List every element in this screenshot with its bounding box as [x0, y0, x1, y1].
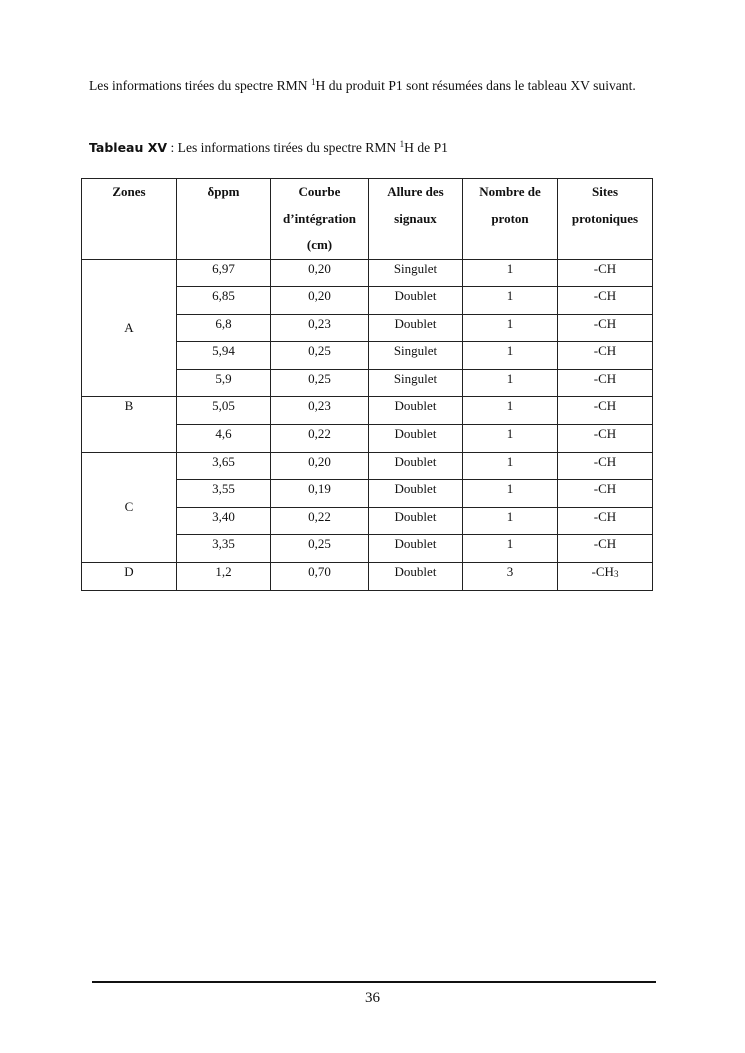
allure-cell: Doublet — [369, 397, 463, 425]
courbe-cell: 0,70 — [271, 563, 369, 591]
dppm-cell: 4,6 — [177, 425, 271, 453]
dppm-cell: 3,55 — [177, 480, 271, 508]
allure-cell: Doublet — [369, 425, 463, 453]
dppm-cell: 3,35 — [177, 535, 271, 563]
zone-cell: A — [82, 259, 177, 397]
table-row — [82, 563, 653, 591]
zone-cell: C — [82, 452, 177, 562]
site-cell: -CH — [558, 314, 653, 342]
site-cell: -CH — [558, 259, 653, 287]
intro-text-2: H du produit P1 sont résumées dans le tableau XV suivant. — [315, 77, 636, 93]
footer-divider — [92, 981, 656, 983]
allure-cell: Doublet — [369, 563, 463, 591]
table-row — [82, 259, 653, 287]
dppm-cell: 3,40 — [177, 507, 271, 535]
courbe-cell: 0,25 — [271, 342, 369, 370]
nombre-cell: 1 — [463, 314, 558, 342]
site-cell: -CH — [558, 452, 653, 480]
nombre-cell: 1 — [463, 452, 558, 480]
courbe-cell: 0,20 — [271, 452, 369, 480]
header-zones: Zones — [82, 179, 177, 260]
allure-cell: Doublet — [369, 535, 463, 563]
nombre-cell: 1 — [463, 369, 558, 397]
dppm-cell: 5,94 — [177, 342, 271, 370]
nmr-data-table — [81, 178, 653, 591]
site-cell: -CH — [558, 425, 653, 453]
table-row — [82, 397, 653, 425]
site-cell: -CH — [558, 369, 653, 397]
courbe-cell: 0,19 — [271, 480, 369, 508]
site-subscript: 3 — [613, 569, 619, 580]
zone-cell: D — [82, 563, 177, 591]
page-number: 36 — [365, 990, 380, 1006]
intro-text-1: Les informations tirées du spectre RMN — [89, 77, 311, 93]
nombre-cell: 1 — [463, 259, 558, 287]
header-dppm: δppm — [177, 179, 271, 260]
dppm-cell: 6,97 — [177, 259, 271, 287]
header-sites: Sites protoniques — [558, 179, 653, 260]
courbe-cell: 0,25 — [271, 369, 369, 397]
allure-cell: Doublet — [369, 480, 463, 508]
allure-cell: Doublet — [369, 287, 463, 315]
site-cell: -CH — [558, 507, 653, 535]
courbe-cell: 0,23 — [271, 314, 369, 342]
courbe-cell: 0,22 — [271, 425, 369, 453]
nombre-cell: 1 — [463, 425, 558, 453]
dppm-cell: 6,8 — [177, 314, 271, 342]
allure-cell: Doublet — [369, 314, 463, 342]
nombre-cell: 1 — [463, 535, 558, 563]
allure-cell: Doublet — [369, 452, 463, 480]
dppm-cell: 5,9 — [177, 369, 271, 397]
allure-cell: Doublet — [369, 507, 463, 535]
courbe-cell: 0,22 — [271, 507, 369, 535]
site-cell: $-CH_3$ — [558, 563, 653, 591]
nombre-cell: 1 — [463, 287, 558, 315]
caption-text-1: : Les informations tirées du spectre RMN — [167, 140, 400, 155]
header-nombre: Nombre de proton — [463, 179, 558, 260]
courbe-cell: 0,23 — [271, 397, 369, 425]
site-cell: -CH — [558, 342, 653, 370]
site-cell: -CH — [558, 397, 653, 425]
dppm-cell: 3,65 — [177, 452, 271, 480]
header-courbe: Courbe d’intégration (cm) — [271, 179, 369, 260]
intro-paragraph — [89, 72, 656, 99]
dppm-cell: 5,05 — [177, 397, 271, 425]
allure-cell: Singulet — [369, 369, 463, 397]
courbe-cell: 0,25 — [271, 535, 369, 563]
header-allure: Allure des signaux — [369, 179, 463, 260]
dppm-cell: 1,2 — [177, 563, 271, 591]
caption-label: Tableau XV — [89, 140, 168, 155]
caption-text-2: H de P1 — [404, 140, 448, 155]
table-row — [82, 452, 653, 480]
table-caption — [89, 138, 448, 158]
nombre-cell: 1 — [463, 480, 558, 508]
courbe-cell: 0,20 — [271, 287, 369, 315]
nombre-cell: 1 — [463, 507, 558, 535]
courbe-cell: 0,20 — [271, 259, 369, 287]
table-header-row — [82, 179, 653, 260]
nombre-cell: 1 — [463, 342, 558, 370]
zone-cell: B — [82, 397, 177, 452]
nombre-cell: 1 — [463, 397, 558, 425]
intro-superscript: 1 — [310, 76, 316, 87]
dppm-cell: 6,85 — [177, 287, 271, 315]
allure-cell: Singulet — [369, 259, 463, 287]
nombre-cell: 3 — [463, 563, 558, 591]
allure-cell: Singulet — [369, 342, 463, 370]
caption-superscript: 1 — [399, 139, 405, 149]
site-cell: -CH — [558, 287, 653, 315]
site-cell: -CH — [558, 535, 653, 563]
site-cell: -CH — [558, 480, 653, 508]
